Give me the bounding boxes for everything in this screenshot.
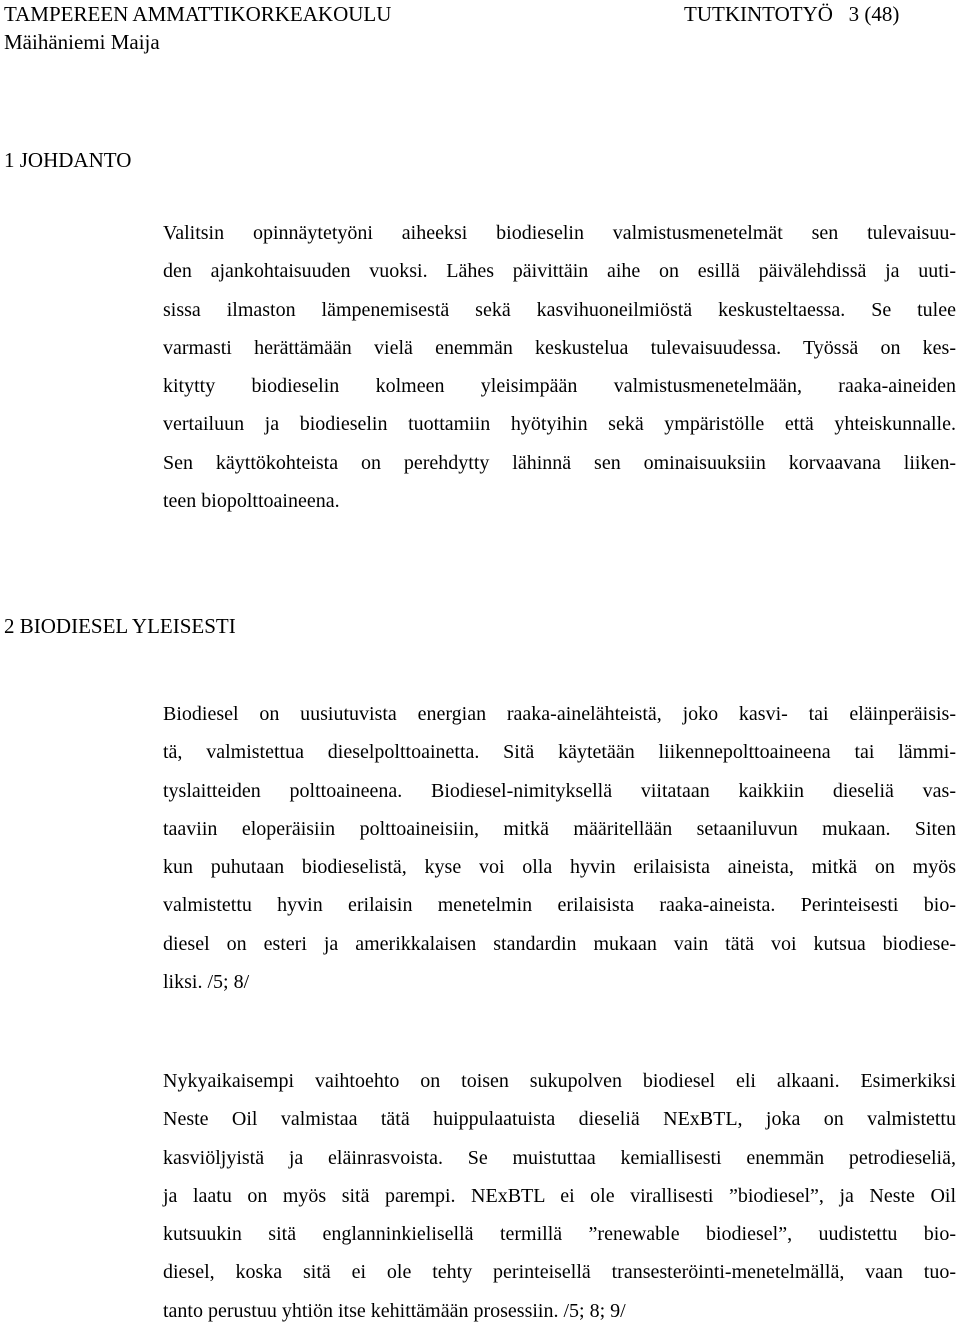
text-line: sissa ilmaston lämpenemisestä sekä kasvihuoneilmiöstä keskusteltaessa. Se tulee — [163, 298, 956, 321]
text-line: diesel, koska sitä ei ole tehty perinteisellä transesteröinti-menetelmällä, vaan tuo- — [163, 1261, 956, 1284]
text-line: Nykyaikaisempi vaihtoehto on toisen sukupolven biodiesel eli alkaani. Esimerkiksi — [163, 1070, 956, 1092]
header-doc-type-page — [684, 0, 899, 28]
text-line: kun puhutaan biodieselistä, kyse voi olla hyvin erilaisista aineista, mitkä on myös — [163, 856, 956, 879]
text-line: tyslaitteiden polttoaineena. Biodiesel-nimityksellä viitataan kaikkiin dieseliä vas- — [163, 779, 956, 802]
text-line: Neste Oil valmistaa tätä huippulaatuista dieseliä NExBTL, joka on valmistettu — [163, 1108, 956, 1131]
text-line: kitytty biodieselin kolmeen yleisimpään valmistusmenetelmään, raaka-aineiden — [163, 375, 956, 398]
text-line: Sen käyttökohteista on perehdytty lähinnä sen ominaisuuksiin korvaavana liiken- — [163, 451, 956, 474]
text-line: vertailuun ja biodieselin tuottamiin hyötyihin sekä ympäristölle että yhteiskunnalle. — [163, 413, 956, 436]
text-line: Valitsin opinnäytetyöni aiheeksi biodieselin valmistusmenetelmät sen tulevaisuu- — [163, 222, 956, 244]
text-line: Biodiesel on uusiutuvista energian raaka-ainelähteistä, joko kasvi- tai eläinperäisis- — [163, 703, 956, 725]
text-line: liksi. /5; 8/ — [163, 971, 250, 994]
text-line: teen biopolttoaineena. — [163, 490, 340, 513]
header-row-1 — [4, 0, 954, 28]
header-doc-type: TUTKINTOTYÖ — [684, 2, 833, 26]
header-institution: TAMPEREEN AMMATTIKORKEAKOULU — [4, 2, 392, 26]
text-line: tä, valmistettua dieselpolttoainetta. Sitä käytetään liikennepolttoaineena tai lämmi- — [163, 741, 956, 764]
text-line: tanto perustuu yhtiön itse kehittämään prosessiin. /5; 8; 9/ — [163, 1299, 626, 1322]
text-line: den ajankohtaisuuden vuoksi. Lähes päivittäin aihe on esillä päivälehdissä ja uuti- — [163, 260, 956, 283]
text-line: ja laatu on myös sitä parempi. NExBTL ei ole virallisesti ”biodiesel”, ja Neste Oil — [163, 1184, 956, 1207]
page-header — [4, 0, 954, 56]
paragraph — [163, 1062, 956, 1330]
text-line: varmasti herättämään vielä enemmän keskustelua tulevaisuudessa. Työssä on kes- — [163, 336, 956, 359]
text-line: kutsuukin sitä englanninkielisellä termillä ”renewable biodiesel”, uudistettu bio- — [163, 1223, 956, 1246]
header-row-2 — [4, 28, 954, 56]
section-heading: 1 JOHDANTO — [4, 148, 132, 172]
text-line: kasviöljyistä ja eläinrasvoista. Se muistuttaa kemiallisesti enemmän petrodieseliä, — [163, 1146, 956, 1169]
text-line: taaviin eloperäisiin polttoaineisiin, mitkä määritellään setaaniluvun mukaan. Siten — [163, 817, 956, 840]
text-line: diesel on esteri ja amerikkalaisen standardin mukaan vain tätä voi kutsua biodiese- — [163, 932, 956, 955]
section-heading: 2 BIODIESEL YLEISESTI — [4, 614, 236, 638]
paragraph — [163, 695, 956, 1001]
header-page-info: 3 (48) — [848, 2, 900, 26]
header-author: Mäihäniemi Maija — [4, 30, 160, 54]
paragraph — [163, 214, 956, 520]
text-line: valmistettu hyvin erilaisin menetelmin erilaisista raaka-aineista. Perinteisesti bio- — [163, 894, 956, 917]
